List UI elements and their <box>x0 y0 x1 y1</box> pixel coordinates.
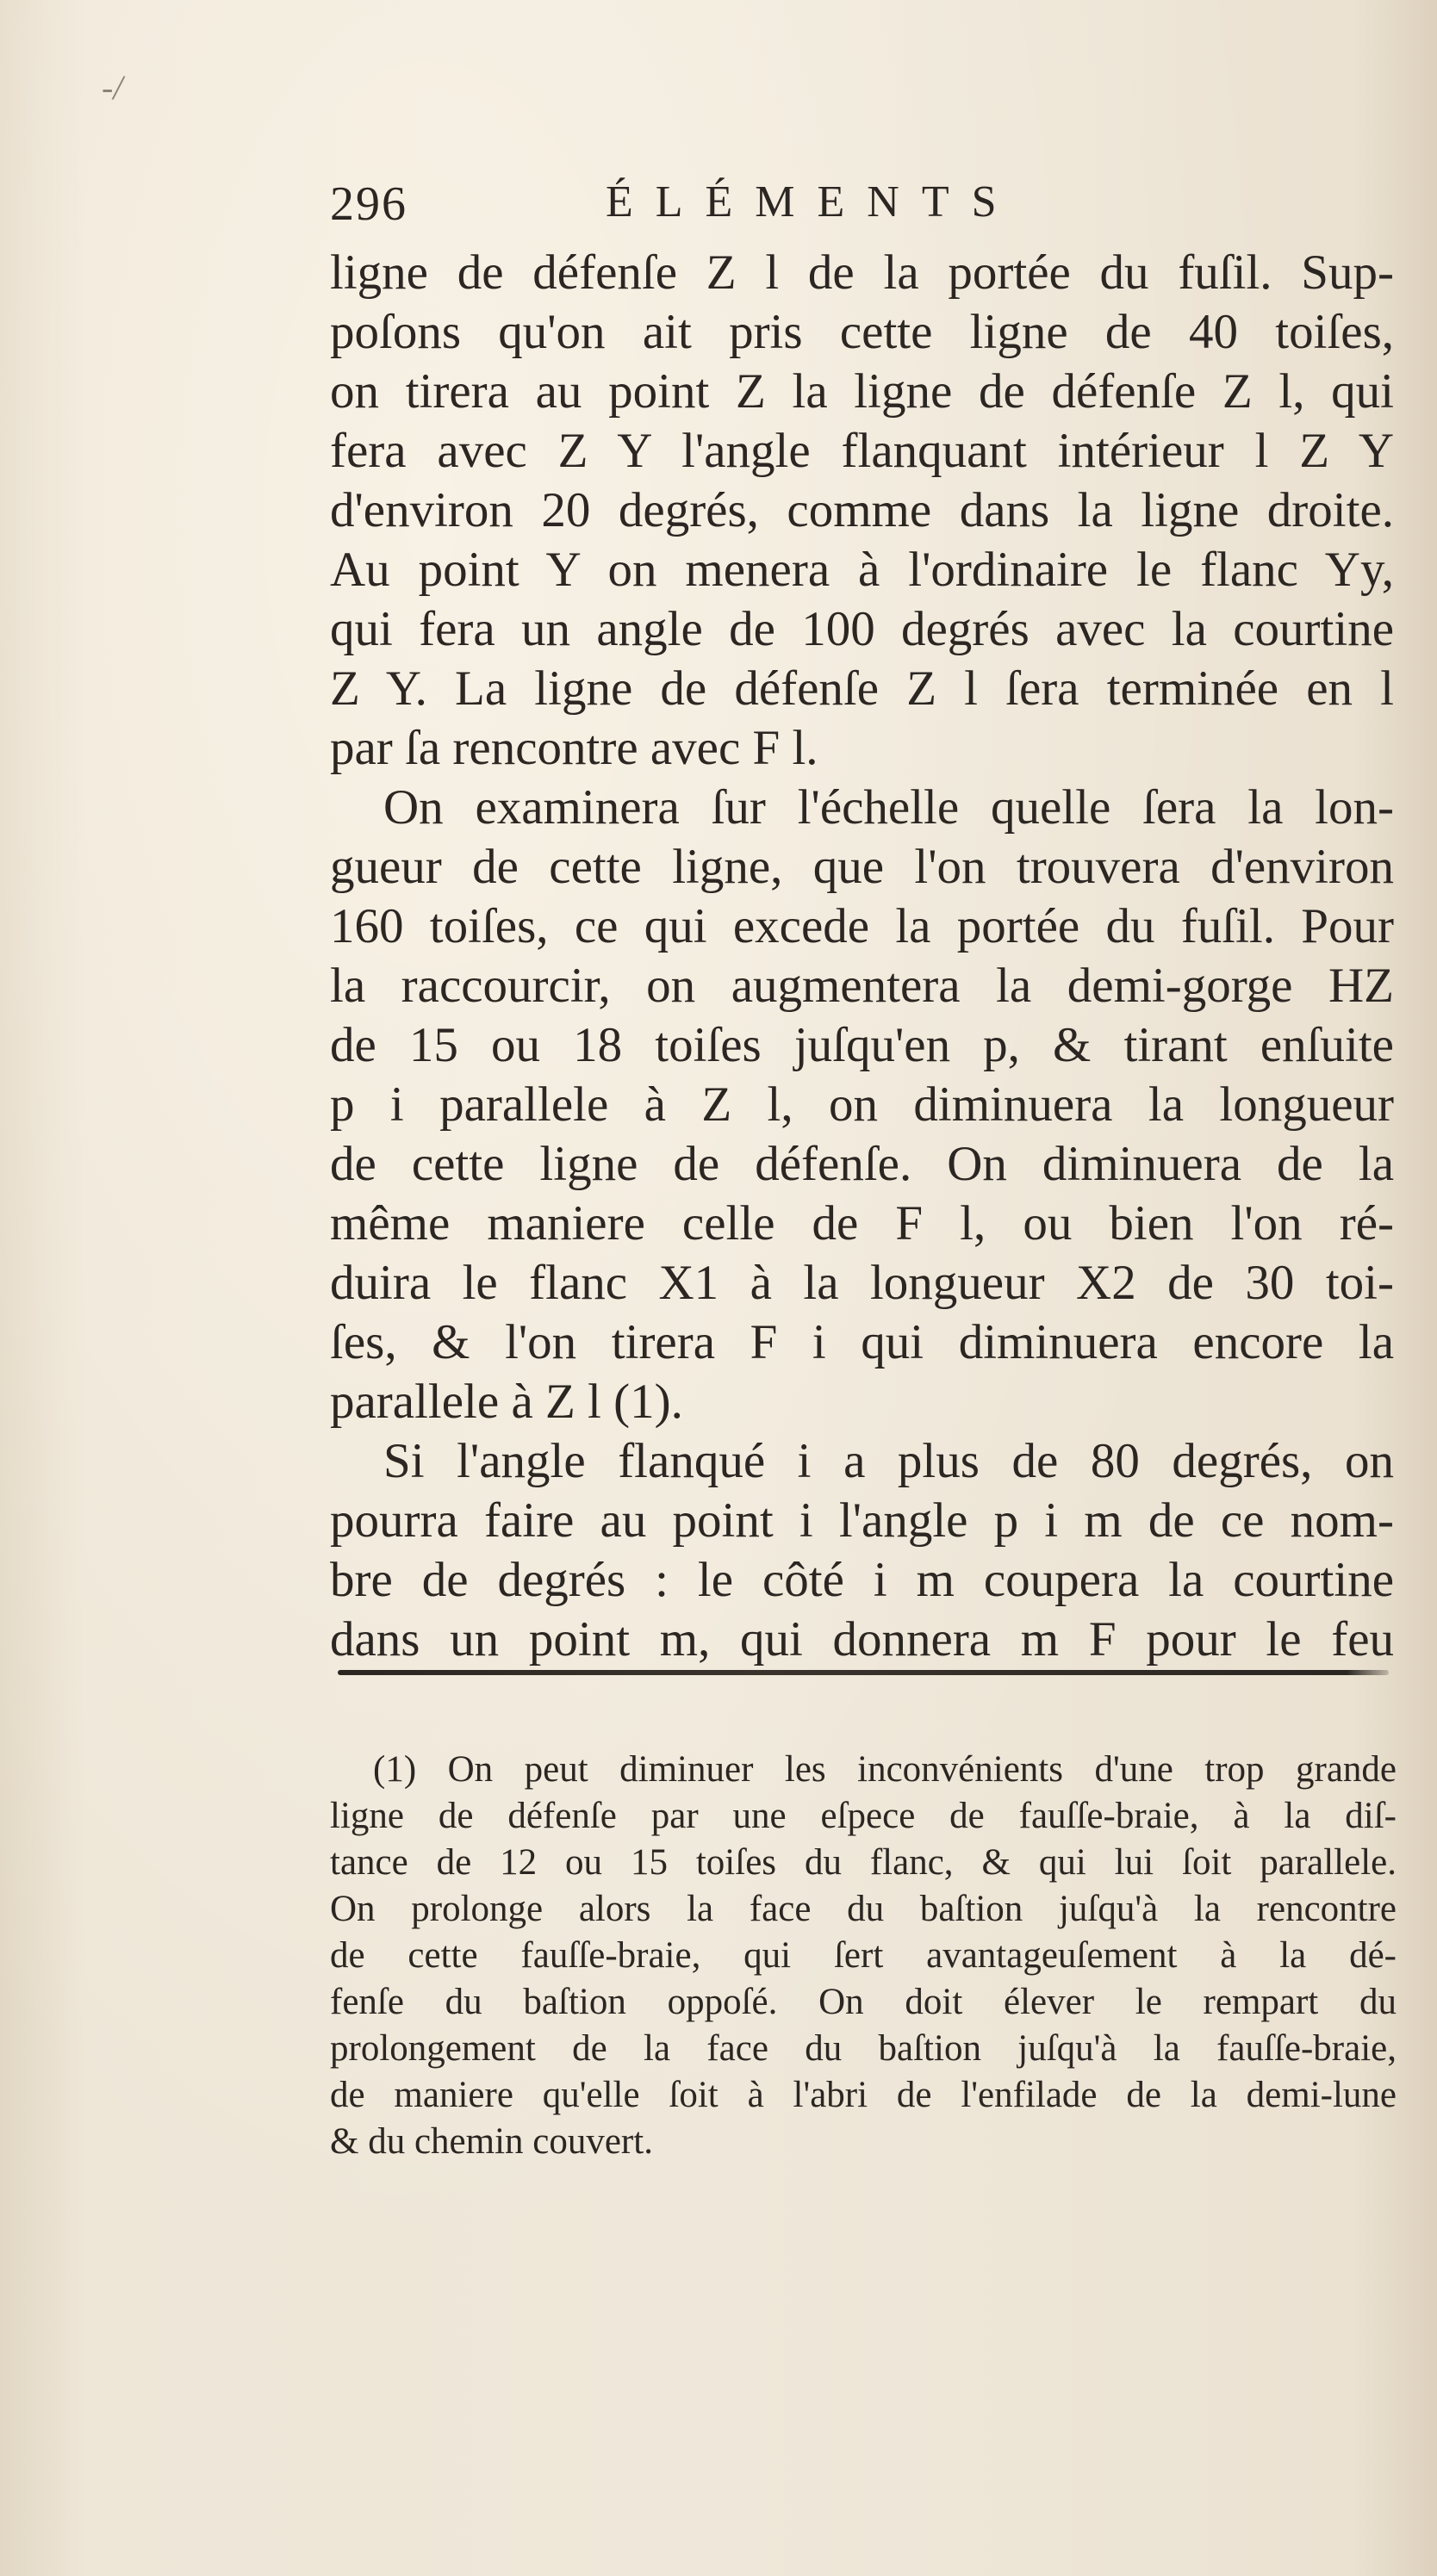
page-number: 296 <box>330 177 407 231</box>
footnote-separator-rule <box>338 1670 1389 1675</box>
footnote-line: (1) On peut diminuer les inconvénients d'une trop grande <box>373 1749 1397 1790</box>
running-head-title: ÉLÉMENTS <box>606 177 1019 227</box>
corner-mark: -/ <box>102 68 123 107</box>
footnote-line: de maniere qu'elle ſoit à l'abri de l'enfilade de la demi-lune <box>330 2075 1397 2115</box>
body-line: Si l'angle flanqué i a plus de 80 degrés, on <box>383 1434 1394 1488</box>
footnote-line: fenſe du baſtion oppoſé. On doit élever le rempart du <box>330 1982 1397 2022</box>
footnote-line: tance de 12 ou 15 toiſes du flanc, & qui lui ſoit parallele. <box>330 1842 1397 1883</box>
body-line: par ſa rencontre avec F l. <box>330 721 818 775</box>
body-line: 160 toiſes, ce qui excede la portée du fuſil. Pour <box>330 899 1394 953</box>
body-line: p i parallele à Z l, on diminuera la longueur <box>330 1077 1394 1132</box>
body-line: de 15 ou 18 toiſes juſqu'en p, & tirant enſuite <box>330 1018 1394 1072</box>
body-line: Z Y. La ligne de défenſe Z l ſera terminée en l <box>330 661 1394 716</box>
body-line: parallele à Z l (1). <box>330 1375 683 1429</box>
body-line: ligne de défenſe Z l de la portée du fuſil. Sup- <box>330 245 1394 300</box>
body-text <box>330 243 1394 1669</box>
body-line: fera avec Z Y l'angle flanquant intérieur l Z Y <box>330 424 1394 478</box>
body-line: même maniere celle de F l, ou bien l'on ré- <box>330 1196 1394 1251</box>
body-line: pourra faire au point i l'angle p i m de ce nom- <box>330 1493 1394 1548</box>
body-line: Au point Y on menera à l'ordinaire le flanc Yy, <box>330 543 1394 597</box>
body-line: gueur de cette ligne, que l'on trouvera d'environ <box>330 840 1394 894</box>
body-line: la raccourcir, on augmentera la demi-gorge HZ <box>330 959 1394 1013</box>
running-head <box>330 177 1390 237</box>
body-line: duira le flanc X1 à la longueur X2 de 30 toi- <box>330 1256 1394 1310</box>
body-line: bre de degrés : le côté i m coupera la courtine <box>330 1553 1394 1607</box>
footnote-line: de cette fauſſe-braie, qui ſert avantageuſement à la dé- <box>330 1935 1397 1976</box>
body-line: de cette ligne de défenſe. On diminuera de la <box>330 1137 1394 1191</box>
body-line: dans un point m, qui donnera m F pour le feu <box>330 1612 1394 1667</box>
body-line: ſes, & l'on tirera F i qui diminuera encore la <box>330 1315 1394 1369</box>
footnote-line: & du chemin couvert. <box>330 2121 653 2162</box>
body-line: on tirera au point Z la ligne de défenſe Z l, qui <box>330 364 1394 419</box>
body-line: poſons qu'on ait pris cette ligne de 40 toiſes, <box>330 305 1394 359</box>
footnote-line: prolongement de la face du baſtion juſqu'à la fauſſe-braie, <box>330 2028 1397 2069</box>
body-line: On examinera ſur l'échelle quelle ſera la lon- <box>383 780 1394 835</box>
body-line: d'environ 20 degrés, comme dans la ligne droite. <box>330 483 1394 537</box>
footnote <box>330 1747 1397 2165</box>
footnote-line: On prolonge alors la face du baſtion juſqu'à la rencontre <box>330 1889 1397 1929</box>
footnote-line: ligne de défenſe par une eſpece de fauſſe-braie, à la diſ- <box>330 1796 1397 1836</box>
body-line: qui fera un angle de 100 degrés avec la courtine <box>330 602 1394 656</box>
